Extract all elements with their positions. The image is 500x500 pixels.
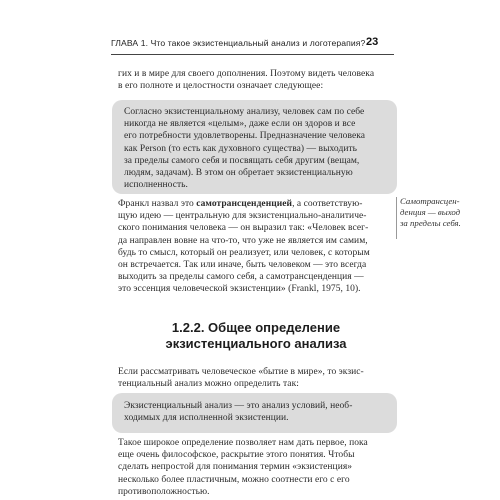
quote-box-definition (112, 100, 397, 194)
quote-text-definition: Согласно экзистенциальному анализу, человек сам по себе никогда не является «целым», даже если он здоров и все его потребности удовлетворены. Предназначение человека как Person (то есть как духовного существа) — выходить за пределы самого себя и посвящать себя другим (вещам, людям, задачам). В этом он обретает экзистенциальную исполненность. (124, 107, 366, 191)
running-header-title: ГЛАВА 1. Что такое экзистенциальный анализ и логотерапия? (111, 38, 366, 48)
page-number: 23 (366, 36, 379, 48)
quote-text-short-definition: Экзистенциальный анализ — это анализ условий, необ- ходимых для исполненной экзистенции. (124, 401, 353, 424)
quote-box-short-definition (112, 393, 397, 433)
sidenote-rule (396, 197, 397, 239)
paragraph-explanation: Такое широкое определение позволяет нам дать первое, пока еще очень философское, раскрытие этого понятия. Чтобы сделать непростой для понимания термин «экзистенция» несколько более пластичным, можно соотнести его с его противоположностью. (118, 438, 368, 497)
section-heading: 1.2.2. Общее определение экзистенциального анализа (165, 320, 347, 351)
term-self-transcendence: самотрансценденцией (196, 199, 293, 209)
paragraph-continuation: гих и в мире для своего дополнения. Поэтому видеть человека в его полноте и целостности означает следующее: (118, 69, 375, 92)
paragraph-self-transcendence (118, 198, 394, 296)
paragraph-rest: , а соответствую- щую идею — центральную для экзистенциально-аналитиче- ского понимания человека — он выразил так: «Человек всег- да направлен вовне на что-то, что уже не является им самим, будь то смысл, который он реализует, или человек, с которым он встречается. Так или иначе, быть человеком — это всегда выходить за пределы самого себя, а самотрансценденция — это эссенция человеческой экзистенции» (Frankl, 1975, 10). (118, 199, 370, 295)
paragraph-definition-intro: Если рассматривать человеческое «бытие в мире», то экзис- тенциальный анализ можно определить так: (118, 367, 364, 390)
header-rule (111, 54, 394, 55)
margin-note: Самотрансцен- денция — выход за пределы себя. (400, 196, 461, 228)
paragraph-lead: Франкл назвал это (118, 199, 197, 209)
